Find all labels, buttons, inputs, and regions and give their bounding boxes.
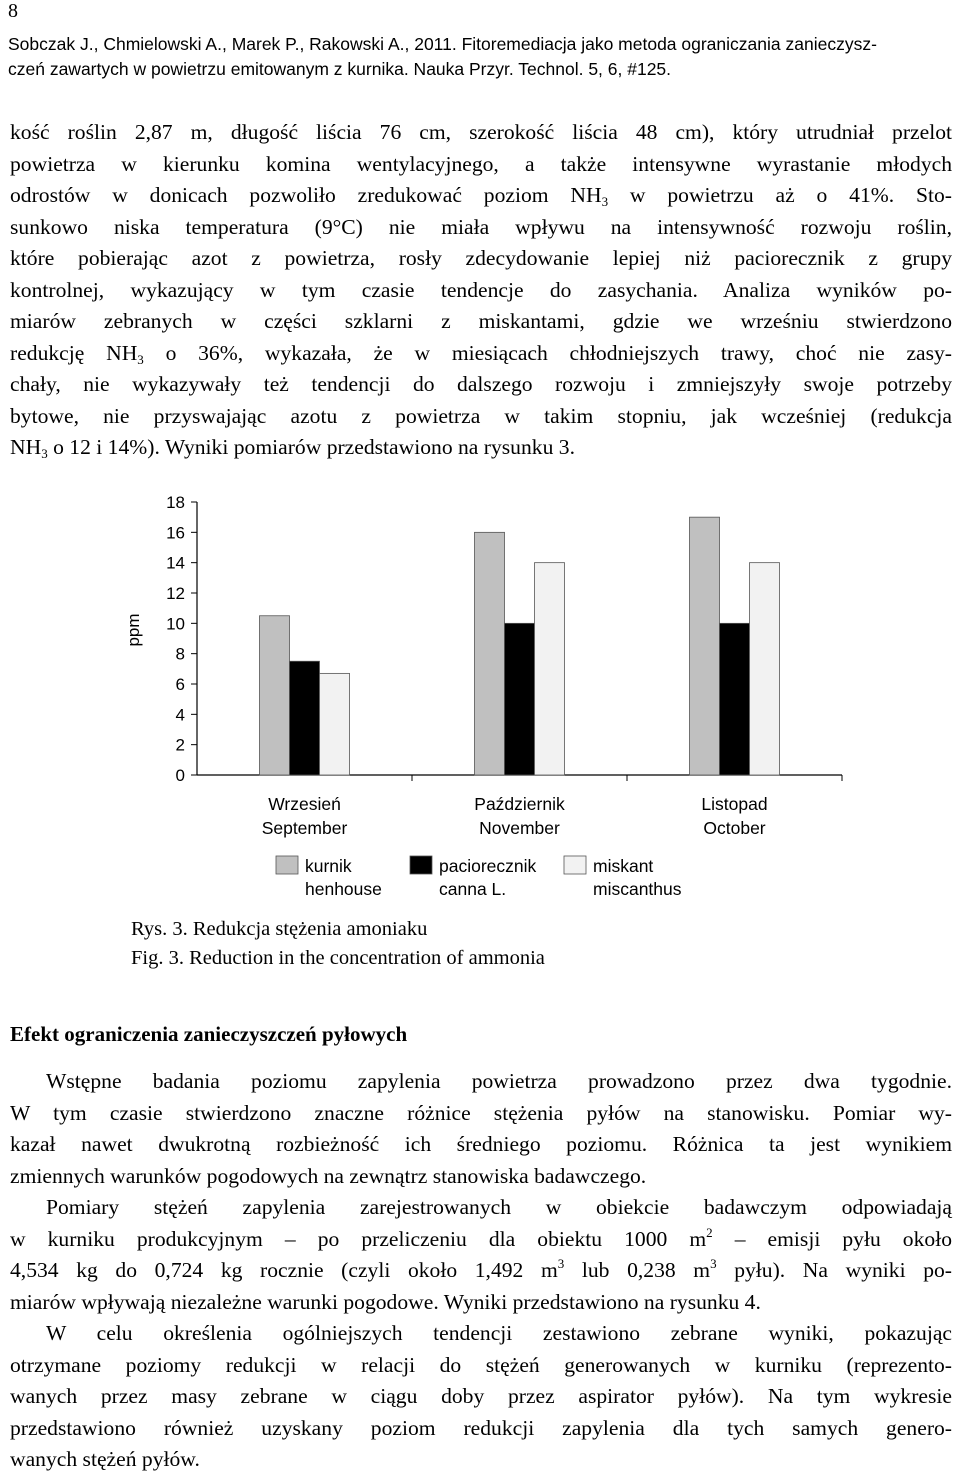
bar xyxy=(720,623,750,775)
y-tick-label: 6 xyxy=(175,675,185,694)
text-line: przedstawiono również uzyskany poziom redukcji zapylenia dla tych samych genero- xyxy=(10,1415,952,1440)
text-line: kazał nawet dwukrotną rozbieżność ich średniego poziomu. Różnica ta jest wynikiem xyxy=(10,1132,952,1156)
text-fragment: 4,534 kg do 0,724 kg rocznie (czyli około 1,492 m xyxy=(10,1258,558,1282)
text-fragment: NH xyxy=(10,435,42,459)
text-fragment: pyłu). Na wyniki po- xyxy=(716,1258,952,1282)
subscript: 3 xyxy=(41,446,48,461)
text-line xyxy=(10,432,952,464)
subscript: 3 xyxy=(137,351,144,367)
text-fragment: redukcję NH xyxy=(10,340,138,365)
superscript: 3 xyxy=(557,1256,565,1271)
text-line: W celu określenia ogólniejszych tendencji zestawiono zebrane wyniki, pokazując xyxy=(46,1321,952,1345)
text-line: wanych stężeń pyłów. xyxy=(10,1447,200,1471)
text-fragment: odrostów w donicach pozwoliło zredukować poziom NH xyxy=(10,183,602,207)
category-label: October xyxy=(703,818,766,838)
legend-label: miscanthus xyxy=(593,879,682,899)
subscript: 3 xyxy=(601,194,609,209)
category-labels xyxy=(262,794,768,838)
text-line: W tym czasie stwierdzono znaczne różnice stężenia pyłów na stanowisku. Pomiar wy- xyxy=(10,1100,952,1125)
text-line: wanych przez masy zebrane w ciągu doby przez aspirator pyłów). Na tym wykresie xyxy=(10,1384,952,1408)
bar xyxy=(320,673,350,775)
bar xyxy=(505,623,535,775)
text-fragment: o 12 i 14%). Wyniki pomiarów przedstawiono na rysunku 3. xyxy=(47,435,575,459)
text-line: zmiennych warunków pogodowych na zewnątrz stanowiska badawczego. xyxy=(10,1163,647,1188)
legend-label: canna L. xyxy=(439,879,507,899)
text-line: bytowe, nie przyswajając azotu z powietrza w takim stopniu, jak wcześniej (redukcja xyxy=(10,403,952,428)
y-axis-label: ppm xyxy=(124,613,143,647)
legend-label: kurnik xyxy=(305,856,352,876)
category-label: September xyxy=(261,818,348,838)
y-tick-label: 0 xyxy=(175,766,185,785)
legend-label: henhouse xyxy=(305,879,382,899)
y-tick-label: 8 xyxy=(175,644,185,664)
text-line: miarów wpływają niezależne warunki pogodowe. Wyniki przedstawiono na rysunku 4. xyxy=(10,1289,761,1314)
text-line: miarów zebranych w części szklarni z miskantami, gdzie we wrześniu stwierdzono xyxy=(10,309,952,333)
y-tick-label: 2 xyxy=(175,735,185,755)
page-number: 8 xyxy=(8,0,18,22)
text-line: Wstępne badania poziomu zapylenia powietrza prowadzono przez dwa tygodnie. xyxy=(46,1069,952,1093)
bar xyxy=(750,563,780,775)
text-line xyxy=(10,1224,952,1256)
y-tick-label: 12 xyxy=(166,584,185,603)
text-line: sunkowo niska temperatura (9°C) nie miała wpływu na intensywność rozwoju roślin, xyxy=(10,214,952,239)
text-line xyxy=(10,1255,952,1287)
bar xyxy=(290,661,320,775)
y-tick-label: 16 xyxy=(166,523,185,543)
y-tick-label: 4 xyxy=(175,705,185,725)
bar xyxy=(535,563,565,775)
text-line xyxy=(10,180,952,212)
text-line: otrzymane poziomy redukcji w relacji do stężeń generowanych w kurniku (reprezento- xyxy=(10,1352,952,1377)
text-line: powietrza w kierunku komina wentylacyjnego, a także intensywne wyrastanie młodych xyxy=(10,151,952,176)
text-line: Pomiary stężeń zapylenia zarejestrowanych w obiekcie badawczym odpowiadają xyxy=(46,1195,952,1219)
category-label: Listopad xyxy=(701,794,768,814)
text-line: kontrolnej, wykazujący w tym czasie tendencje do zasychania. Analiza wyników po- xyxy=(10,277,952,302)
citation xyxy=(8,32,952,82)
caption-en: Fig. 3. Reduction in the concentration of ammonia xyxy=(131,947,545,969)
y-tick-label: 10 xyxy=(166,614,185,634)
legend-swatch xyxy=(564,856,586,874)
text-line xyxy=(10,338,952,370)
legend xyxy=(276,856,682,899)
y-ticks xyxy=(166,493,197,785)
category-label: November xyxy=(479,818,560,838)
superscript: 2 xyxy=(706,1224,713,1240)
category-label: Wrzesień xyxy=(268,794,341,814)
text-fragment: w kurniku produkcyjnym – po przeliczeniu dla obiektu 1000 m xyxy=(10,1226,707,1251)
bar xyxy=(260,616,290,775)
y-tick-label: 14 xyxy=(166,553,185,573)
text-fragment: lub 0,238 m xyxy=(564,1258,711,1282)
y-tick-label: 18 xyxy=(166,493,185,512)
text-line: kość roślin 2,87 m, długość liścia 76 cm, szerokość liścia 48 cm), który utrudniał przelot xyxy=(10,120,952,144)
bar xyxy=(475,532,505,775)
legend-swatch xyxy=(276,856,298,874)
citation-line: Sobczak J., Chmielowski A., Marek P., Rakowski A., 2011. Fitoremediacja jako metoda ograniczania zanieczysz- xyxy=(8,34,877,54)
body-text xyxy=(10,1066,952,1476)
category-label: Październik xyxy=(474,794,565,814)
figure-caption xyxy=(131,915,545,973)
caption-pl: Rys. 3. Redukcja stężenia amoniaku xyxy=(131,918,428,940)
text-line: chały, nie wykazywały też tendencji do dalszego rozwoju i zmniejszyły swoje potrzeby xyxy=(10,372,952,396)
text-line: które pobierając azot z powietrza, rosły zdecydowanie lepiej niż paciorecznik z grupy xyxy=(10,246,952,270)
legend-swatch xyxy=(410,856,432,874)
section-heading: Efekt ograniczenia zanieczyszczeń pyłowych xyxy=(10,1022,408,1046)
legend-label: miskant xyxy=(593,856,654,876)
text-fragment: o 36%, wykazała, że w miesiącach chłodniejszych trawy, choć nie zasy- xyxy=(143,340,952,365)
paragraph-1 xyxy=(10,117,952,464)
citation-line: czeń zawartych w powietrzu emitowanym z kurnika. Nauka Przyr. Technol. 5, 6, #125. xyxy=(8,59,672,79)
superscript: 3 xyxy=(710,1256,717,1271)
bar xyxy=(690,517,720,775)
legend-label: paciorecznik xyxy=(439,856,537,876)
text-fragment: w powietrzu aż o 41%. Sto- xyxy=(608,183,952,207)
bars xyxy=(260,517,843,781)
bar-chart xyxy=(0,480,960,920)
text-fragment: – emisji pyłu około xyxy=(712,1226,952,1251)
